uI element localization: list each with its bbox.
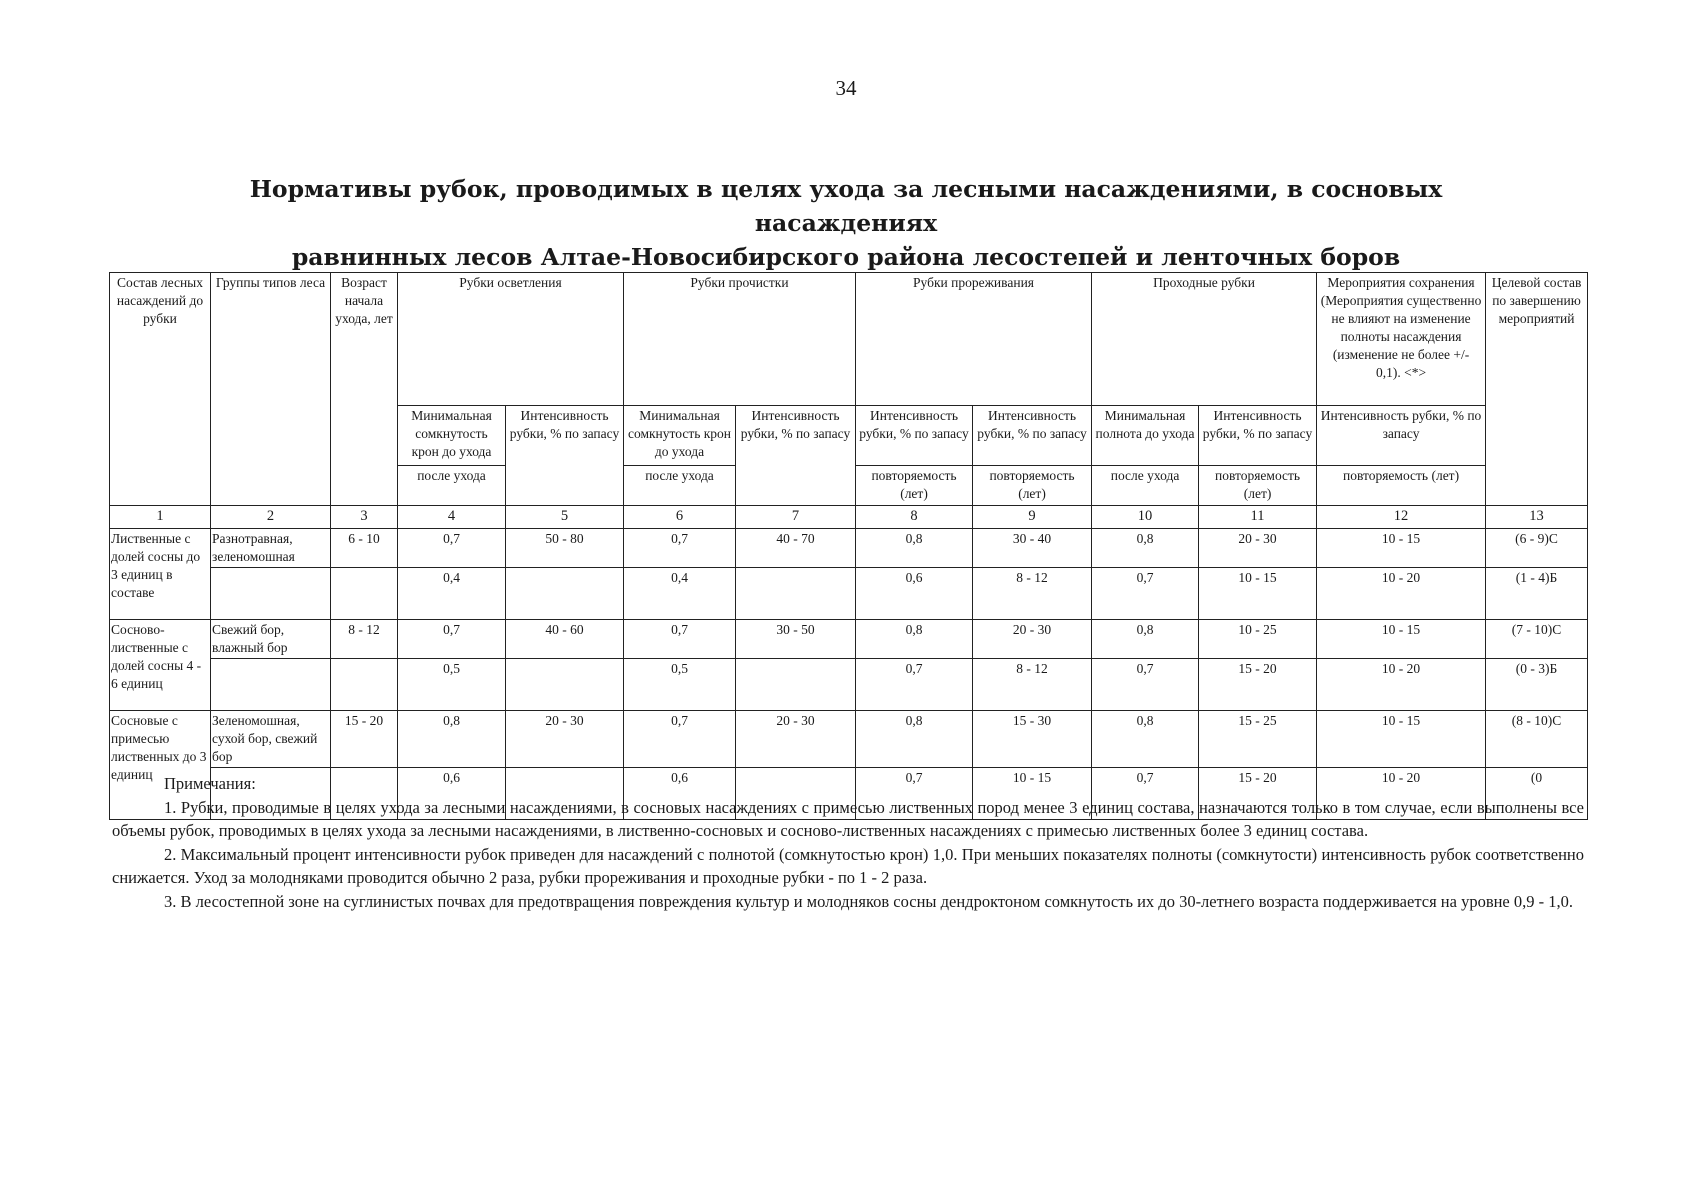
value-cell: 15 - 25 (1199, 711, 1317, 768)
table-row (110, 711, 1588, 768)
page-number: 34 (835, 76, 857, 100)
header-min-density: Минимальная полнота до ухода (1092, 406, 1199, 466)
value-cell: 15 - 30 (973, 711, 1092, 768)
composition-cell: Сосновые с примесью лиственных до 3 единиц (110, 711, 211, 820)
value-cell: 0,7 (398, 620, 506, 659)
value-cell: 0,6 (624, 768, 736, 820)
value-cell: 10 - 15 (1317, 620, 1486, 659)
value-cell: 0,8 (856, 529, 973, 568)
value-cell: 10 - 25 (1199, 620, 1317, 659)
header-after-care: после ухода (398, 466, 506, 506)
title-line-1: Нормативы рубок, проводимых в целях ухода за лесными насаждениями, в сосновых насаждениях (249, 175, 1443, 237)
header-min-closure: Минимальная сомкнутость крон до ухода (624, 406, 736, 466)
value-cell: 0,5 (398, 659, 506, 711)
value-cell: 10 - 20 (1317, 568, 1486, 620)
header-cleaning-cuts: Рубки прочистки (624, 273, 856, 406)
column-number: 10 (1092, 506, 1199, 529)
value-cell: 40 - 70 (736, 529, 856, 568)
table-row (110, 659, 1588, 711)
column-number: 4 (398, 506, 506, 529)
header-repeat-years: повторяемость (лет) (1317, 466, 1486, 506)
header-target-composition: Целевой состав по завершению мероприятий (1486, 273, 1588, 506)
value-cell (736, 568, 856, 620)
value-cell: 15 - 20 (1199, 768, 1317, 820)
value-cell: 0,7 (856, 659, 973, 711)
forest-type-cell: Свежий бор, влажный бор (211, 620, 331, 659)
header-forest-types: Группы типов леса (211, 273, 331, 506)
table-row (110, 568, 1588, 620)
value-cell: 10 - 20 (1317, 768, 1486, 820)
column-number: 11 (1199, 506, 1317, 529)
value-cell: 0,7 (1092, 568, 1199, 620)
forest-type-cell: Зеленомошная, сухой бор, свежий бор (211, 711, 331, 768)
title-line-2: равнинных лесов Алтае-Новосибирского района лесостепей и ленточных боров (291, 243, 1401, 271)
value-cell: 0,8 (1092, 529, 1199, 568)
value-cell: 50 - 80 (506, 529, 624, 568)
target-cell: (8 - 10)С (1486, 711, 1588, 768)
notes-heading: Примечания: (164, 774, 256, 793)
empty-cell (331, 568, 398, 620)
value-cell (506, 659, 624, 711)
value-cell: 10 - 15 (1317, 711, 1486, 768)
target-cell: (6 - 9)С (1486, 529, 1588, 568)
value-cell: 8 - 12 (973, 659, 1092, 711)
column-number-row (110, 506, 1588, 529)
header-intensity: Интенсивность рубки, % по запасу (856, 406, 973, 466)
note-item: 3. В лесостепной зоне на суглинистых почвах для предотвращения повреждения культур и молодняков сосны дендроктоном сомкнутость их до 30-летнего возраста поддерживается на уровне 0,9 - 1,0. (164, 891, 1574, 911)
column-number: 6 (624, 506, 736, 529)
value-cell: 0,7 (624, 529, 736, 568)
target-cell: (0 - 3)Б (1486, 659, 1588, 711)
header-clarification-cuts: Рубки осветления (398, 273, 624, 406)
table-row (110, 529, 1588, 568)
norms-table (109, 272, 1588, 820)
value-cell: 0,4 (624, 568, 736, 620)
value-cell: 30 - 50 (736, 620, 856, 659)
value-cell: 0,7 (624, 620, 736, 659)
value-cell: 30 - 40 (973, 529, 1092, 568)
notes-section (112, 772, 1584, 913)
column-number: 1 (110, 506, 211, 529)
target-cell: (1 - 4)Б (1486, 568, 1588, 620)
header-min-closure: Минимальная сомкнутость крон до ухода (398, 406, 506, 466)
value-cell: 0,8 (856, 711, 973, 768)
header-intensity: Интенсивность рубки, % по запасу (973, 406, 1092, 466)
forest-type-cell: Разнотравная, зеленомошная (211, 529, 331, 568)
header-after-care: после ухода (1092, 466, 1199, 506)
header-intensity: Интенсивность рубки, % по запасу (1199, 406, 1317, 466)
value-cell: 0,4 (398, 568, 506, 620)
header-intensity: Интенсивность рубки, % по запасу (1317, 406, 1486, 466)
column-number: 13 (1486, 506, 1588, 529)
header-intensity: Интенсивность рубки, % по запасу (736, 406, 856, 506)
age-cell: 8 - 12 (331, 620, 398, 659)
value-cell: 0,8 (1092, 711, 1199, 768)
value-cell: 40 - 60 (506, 620, 624, 659)
value-cell: 10 - 15 (1317, 529, 1486, 568)
value-cell: 0,7 (1092, 768, 1199, 820)
age-cell: 6 - 10 (331, 529, 398, 568)
column-number: 2 (211, 506, 331, 529)
table-row (110, 620, 1588, 659)
value-cell: 0,6 (398, 768, 506, 820)
value-cell (506, 568, 624, 620)
composition-cell: Лиственные с долей сосны до 3 единиц в составе (110, 529, 211, 620)
value-cell: 20 - 30 (1199, 529, 1317, 568)
target-cell: (7 - 10)С (1486, 620, 1588, 659)
header-composition: Состав лесных насаждений до рубки (110, 273, 211, 506)
age-cell: 15 - 20 (331, 711, 398, 768)
page-title (160, 172, 1532, 274)
target-cell: (0 (1486, 768, 1588, 820)
value-cell: 8 - 12 (973, 568, 1092, 620)
value-cell: 10 - 15 (1199, 568, 1317, 620)
note-item: 1. Рубки, проводимые в целях ухода за лесными насаждениями, в сосновых насаждениях с примесью лиственных пород менее 3 единиц состава, назначаются только в том случае, если выполнены все объемы рубок, проводимых в целях ухода за лесными насаждениями, в лиственно-сосновых и сосново-лиственных насаждениях с примесью лиственных более 3 единиц состава. (112, 797, 1584, 840)
column-number: 7 (736, 506, 856, 529)
header-intensity: Интенсивность рубки, % по запасу (506, 406, 624, 506)
empty-cell (211, 659, 331, 711)
value-cell: 0,7 (1092, 659, 1199, 711)
column-number: 12 (1317, 506, 1486, 529)
value-cell: 20 - 30 (973, 620, 1092, 659)
value-cell: 0,7 (856, 768, 973, 820)
empty-cell (331, 659, 398, 711)
value-cell: 10 - 15 (973, 768, 1092, 820)
value-cell: 0,8 (398, 711, 506, 768)
value-cell: 20 - 30 (506, 711, 624, 768)
column-number: 5 (506, 506, 624, 529)
value-cell: 0,8 (856, 620, 973, 659)
note-item: 2. Максимальный процент интенсивности рубок приведен для насаждений с полнотой (сомкнутостью крон) 1,0. При меньших показателях полноты (сомкнутости) интенсивность рубок соответственно снижается. Уход за молодняками проводится обычно 2 раза, рубки прореживания и проходные рубки - по 1 - 2 раза. (112, 844, 1584, 887)
column-number: 9 (973, 506, 1092, 529)
column-number: 8 (856, 506, 973, 529)
value-cell: 15 - 20 (1199, 659, 1317, 711)
header-preservation: Мероприятия сохранения (Мероприятия существенно не влияют на изменение полноты насаждения (изменение не более +/- 0,1). <*> (1317, 273, 1486, 406)
column-number: 3 (331, 506, 398, 529)
header-after-care: после ухода (624, 466, 736, 506)
header-repeat-years: повторяемость (лет) (856, 466, 973, 506)
value-cell: 0,7 (624, 711, 736, 768)
composition-cell: Сосново-лиственные с долей сосны 4 - 6 единиц (110, 620, 211, 711)
empty-cell (211, 568, 331, 620)
header-repeat-years: повторяемость (лет) (1199, 466, 1317, 506)
header-start-age: Возраст начала ухода, лет (331, 273, 398, 506)
value-cell: 0,5 (624, 659, 736, 711)
value-cell: 20 - 30 (736, 711, 856, 768)
header-row-1 (110, 273, 1588, 406)
value-cell (736, 659, 856, 711)
value-cell: 0,6 (856, 568, 973, 620)
header-passage-cuts: Проходные рубки (1092, 273, 1317, 406)
value-cell: 0,8 (1092, 620, 1199, 659)
value-cell: 10 - 20 (1317, 659, 1486, 711)
value-cell: 0,7 (398, 529, 506, 568)
header-repeat-years: повторяемость (лет) (973, 466, 1092, 506)
header-thinning-cuts: Рубки прореживания (856, 273, 1092, 406)
